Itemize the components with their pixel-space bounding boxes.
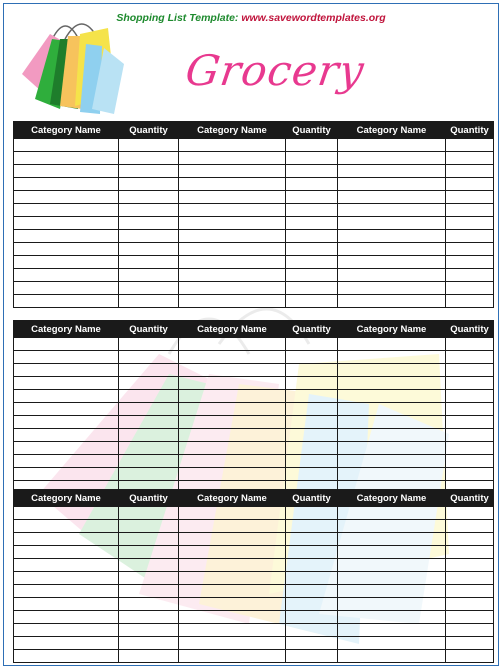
column-header-category-name: Category Name: [14, 490, 119, 507]
category-name-cell[interactable]: [14, 403, 119, 416]
quantity-cell[interactable]: [119, 572, 179, 585]
quantity-cell[interactable]: [446, 650, 494, 663]
quantity-cell[interactable]: [286, 282, 338, 295]
category-name-cell[interactable]: [338, 572, 446, 585]
category-name-cell[interactable]: [179, 507, 286, 520]
category-name-cell[interactable]: [14, 559, 119, 572]
table-row: [14, 282, 494, 295]
quantity-cell[interactable]: [446, 416, 494, 429]
category-name-cell[interactable]: [179, 295, 286, 308]
category-name-cell[interactable]: [179, 533, 286, 546]
quantity-cell[interactable]: [286, 416, 338, 429]
quantity-cell[interactable]: [286, 624, 338, 637]
column-header-quantity: Quantity: [286, 122, 338, 139]
table-row: [14, 338, 494, 351]
category-name-cell[interactable]: [179, 282, 286, 295]
quantity-cell[interactable]: [286, 611, 338, 624]
quantity-cell[interactable]: [119, 256, 179, 269]
quantity-cell[interactable]: [446, 204, 494, 217]
category-name-cell[interactable]: [14, 520, 119, 533]
table-row: [14, 204, 494, 217]
shopping-bags-icon: [20, 14, 130, 119]
quantity-cell[interactable]: [119, 390, 179, 403]
quantity-cell[interactable]: [286, 256, 338, 269]
category-name-cell[interactable]: [14, 507, 119, 520]
quantity-cell[interactable]: [119, 165, 179, 178]
category-name-cell[interactable]: [14, 637, 119, 650]
quantity-cell[interactable]: [446, 282, 494, 295]
category-name-cell[interactable]: [14, 269, 119, 282]
table-row: [14, 585, 494, 598]
quantity-cell[interactable]: [119, 351, 179, 364]
column-header-category-name: Category Name: [179, 122, 286, 139]
category-name-cell[interactable]: [14, 468, 119, 481]
category-name-cell[interactable]: [179, 637, 286, 650]
category-name-cell[interactable]: [338, 429, 446, 442]
quantity-cell[interactable]: [286, 364, 338, 377]
quantity-cell[interactable]: [446, 165, 494, 178]
category-name-cell[interactable]: [179, 243, 286, 256]
quantity-cell[interactable]: [119, 520, 179, 533]
grocery-list-table: [13, 320, 494, 494]
category-name-cell[interactable]: [14, 572, 119, 585]
table-header-row: [14, 122, 494, 139]
quantity-cell[interactable]: [446, 351, 494, 364]
quantity-cell[interactable]: [286, 152, 338, 165]
category-name-cell[interactable]: [14, 546, 119, 559]
quantity-cell[interactable]: [446, 585, 494, 598]
quantity-cell[interactable]: [119, 442, 179, 455]
quantity-cell[interactable]: [119, 338, 179, 351]
table-row: [14, 520, 494, 533]
category-name-cell[interactable]: [14, 611, 119, 624]
category-name-cell[interactable]: [179, 230, 286, 243]
quantity-cell[interactable]: [119, 507, 179, 520]
category-name-cell[interactable]: [14, 598, 119, 611]
category-name-cell[interactable]: [338, 403, 446, 416]
category-name-cell[interactable]: [338, 364, 446, 377]
quantity-cell[interactable]: [286, 559, 338, 572]
table-row: [14, 650, 494, 663]
category-name-cell[interactable]: [338, 650, 446, 663]
quantity-cell[interactable]: [446, 559, 494, 572]
header-url: www.savewordtemplates.org: [241, 12, 386, 24]
column-header-quantity: Quantity: [446, 490, 494, 507]
quantity-cell[interactable]: [286, 637, 338, 650]
category-name-cell[interactable]: [338, 191, 446, 204]
category-name-cell[interactable]: [179, 256, 286, 269]
table-row: [14, 178, 494, 191]
table-row: [14, 139, 494, 152]
quantity-cell[interactable]: [119, 178, 179, 191]
category-name-cell[interactable]: [179, 455, 286, 468]
category-name-cell[interactable]: [179, 139, 286, 152]
category-name-cell[interactable]: [14, 178, 119, 191]
quantity-cell[interactable]: [446, 390, 494, 403]
quantity-cell[interactable]: [446, 191, 494, 204]
category-name-cell[interactable]: [14, 650, 119, 663]
table-row: [14, 256, 494, 269]
category-name-cell[interactable]: [338, 204, 446, 217]
quantity-cell[interactable]: [286, 598, 338, 611]
quantity-cell[interactable]: [446, 178, 494, 191]
category-name-cell[interactable]: [179, 520, 286, 533]
column-header-quantity: Quantity: [286, 321, 338, 338]
quantity-cell[interactable]: [119, 282, 179, 295]
table-row: [14, 403, 494, 416]
table-row: [14, 468, 494, 481]
quantity-cell[interactable]: [446, 139, 494, 152]
column-header-category-name: Category Name: [338, 122, 446, 139]
quantity-cell[interactable]: [446, 624, 494, 637]
quantity-cell[interactable]: [446, 468, 494, 481]
quantity-cell[interactable]: [119, 191, 179, 204]
quantity-cell[interactable]: [446, 338, 494, 351]
category-name-cell[interactable]: [338, 269, 446, 282]
table-row: [14, 546, 494, 559]
quantity-cell[interactable]: [286, 338, 338, 351]
quantity-cell[interactable]: [446, 377, 494, 390]
quantity-cell[interactable]: [119, 217, 179, 230]
grocery-list-table: [13, 489, 494, 663]
quantity-cell[interactable]: [119, 295, 179, 308]
category-name-cell[interactable]: [338, 611, 446, 624]
quantity-cell[interactable]: [119, 139, 179, 152]
category-name-cell[interactable]: [338, 351, 446, 364]
category-name-cell[interactable]: [14, 416, 119, 429]
quantity-cell[interactable]: [286, 217, 338, 230]
category-name-cell[interactable]: [179, 546, 286, 559]
category-name-cell[interactable]: [14, 217, 119, 230]
column-header-quantity: Quantity: [119, 490, 179, 507]
category-name-cell[interactable]: [338, 165, 446, 178]
category-name-cell[interactable]: [14, 585, 119, 598]
quantity-cell[interactable]: [119, 204, 179, 217]
category-name-cell[interactable]: [179, 403, 286, 416]
table-row: [14, 351, 494, 364]
quantity-cell[interactable]: [119, 650, 179, 663]
category-name-cell[interactable]: [338, 282, 446, 295]
category-name-cell[interactable]: [179, 416, 286, 429]
quantity-cell[interactable]: [119, 416, 179, 429]
quantity-cell[interactable]: [446, 455, 494, 468]
category-name-cell[interactable]: [179, 338, 286, 351]
table-row: [14, 191, 494, 204]
quantity-cell[interactable]: [286, 403, 338, 416]
quantity-cell[interactable]: [446, 598, 494, 611]
quantity-cell[interactable]: [286, 442, 338, 455]
quantity-cell[interactable]: [286, 429, 338, 442]
category-name-cell[interactable]: [338, 468, 446, 481]
category-name-cell[interactable]: [179, 598, 286, 611]
quantity-cell[interactable]: [286, 377, 338, 390]
quantity-cell[interactable]: [286, 191, 338, 204]
category-name-cell[interactable]: [14, 377, 119, 390]
quantity-cell[interactable]: [446, 520, 494, 533]
quantity-cell[interactable]: [286, 455, 338, 468]
category-name-cell[interactable]: [338, 338, 446, 351]
table-row: [14, 572, 494, 585]
quantity-cell[interactable]: [286, 351, 338, 364]
quantity-cell[interactable]: [286, 269, 338, 282]
category-name-cell[interactable]: [338, 585, 446, 598]
category-name-cell[interactable]: [179, 390, 286, 403]
quantity-cell[interactable]: [446, 533, 494, 546]
table-row: [14, 165, 494, 178]
category-name-cell[interactable]: [14, 533, 119, 546]
column-header-category-name: Category Name: [179, 490, 286, 507]
quantity-cell[interactable]: [119, 364, 179, 377]
category-name-cell[interactable]: [338, 637, 446, 650]
quantity-cell[interactable]: [446, 611, 494, 624]
quantity-cell[interactable]: [446, 572, 494, 585]
table-row: [14, 416, 494, 429]
category-name-cell[interactable]: [338, 559, 446, 572]
column-header-category-name: Category Name: [14, 321, 119, 338]
table-row: [14, 390, 494, 403]
category-name-cell[interactable]: [338, 520, 446, 533]
column-header-quantity: Quantity: [286, 490, 338, 507]
category-name-cell[interactable]: [14, 455, 119, 468]
quantity-cell[interactable]: [119, 637, 179, 650]
header-label: Shopping List Template:: [116, 12, 239, 24]
category-name-cell[interactable]: [14, 165, 119, 178]
table-row: [14, 598, 494, 611]
column-header-quantity: Quantity: [119, 321, 179, 338]
column-header-category-name: Category Name: [179, 321, 286, 338]
category-name-cell[interactable]: [14, 282, 119, 295]
quantity-cell[interactable]: [286, 165, 338, 178]
category-name-cell[interactable]: [14, 295, 119, 308]
category-name-cell[interactable]: [14, 390, 119, 403]
column-header-category-name: Category Name: [14, 122, 119, 139]
quantity-cell[interactable]: [446, 429, 494, 442]
column-header-quantity: Quantity: [446, 122, 494, 139]
quantity-cell[interactable]: [119, 455, 179, 468]
category-name-cell[interactable]: [338, 598, 446, 611]
document-page: [3, 3, 499, 666]
quantity-cell[interactable]: [119, 429, 179, 442]
table-row: [14, 269, 494, 282]
table-row: [14, 637, 494, 650]
column-header-category-name: Category Name: [338, 321, 446, 338]
category-name-cell[interactable]: [14, 256, 119, 269]
quantity-cell[interactable]: [119, 533, 179, 546]
category-name-cell[interactable]: [179, 559, 286, 572]
quantity-cell[interactable]: [119, 585, 179, 598]
quantity-cell[interactable]: [446, 152, 494, 165]
category-name-cell[interactable]: [338, 152, 446, 165]
quantity-cell[interactable]: [446, 256, 494, 269]
quantity-cell[interactable]: [446, 217, 494, 230]
category-name-cell[interactable]: [14, 442, 119, 455]
quantity-cell[interactable]: [119, 611, 179, 624]
category-name-cell[interactable]: [14, 139, 119, 152]
quantity-cell[interactable]: [446, 507, 494, 520]
category-name-cell[interactable]: [14, 191, 119, 204]
table-row: [14, 364, 494, 377]
category-name-cell[interactable]: [14, 624, 119, 637]
quantity-cell[interactable]: [286, 546, 338, 559]
grocery-list-table: [13, 121, 494, 308]
table-header-row: [14, 321, 494, 338]
quantity-cell[interactable]: [119, 624, 179, 637]
table-row: [14, 377, 494, 390]
quantity-cell[interactable]: [119, 598, 179, 611]
category-name-cell[interactable]: [338, 230, 446, 243]
quantity-cell[interactable]: [286, 204, 338, 217]
quantity-cell[interactable]: [446, 637, 494, 650]
page-title: Grocery: [182, 46, 368, 95]
quantity-cell[interactable]: [286, 230, 338, 243]
quantity-cell[interactable]: [286, 572, 338, 585]
table-row: [14, 295, 494, 308]
category-name-cell[interactable]: [179, 572, 286, 585]
category-name-cell[interactable]: [338, 217, 446, 230]
category-name-cell[interactable]: [14, 204, 119, 217]
category-name-cell[interactable]: [338, 178, 446, 191]
table-row: [14, 455, 494, 468]
table-header-row: [14, 490, 494, 507]
category-name-cell[interactable]: [179, 468, 286, 481]
quantity-cell[interactable]: [119, 243, 179, 256]
column-header-category-name: Category Name: [338, 490, 446, 507]
category-name-cell[interactable]: [338, 139, 446, 152]
table-row: [14, 217, 494, 230]
quantity-cell[interactable]: [119, 230, 179, 243]
category-name-cell[interactable]: [338, 295, 446, 308]
table-row: [14, 533, 494, 546]
table-row: [14, 507, 494, 520]
quantity-cell[interactable]: [119, 468, 179, 481]
category-name-cell[interactable]: [179, 364, 286, 377]
quantity-cell[interactable]: [446, 403, 494, 416]
category-name-cell[interactable]: [14, 243, 119, 256]
quantity-cell[interactable]: [119, 546, 179, 559]
category-name-cell[interactable]: [338, 533, 446, 546]
category-name-cell[interactable]: [179, 442, 286, 455]
category-name-cell[interactable]: [179, 178, 286, 191]
quantity-cell[interactable]: [286, 295, 338, 308]
quantity-cell[interactable]: [286, 507, 338, 520]
quantity-cell[interactable]: [446, 442, 494, 455]
table-row: [14, 429, 494, 442]
category-name-cell[interactable]: [179, 152, 286, 165]
quantity-cell[interactable]: [119, 377, 179, 390]
table-row: [14, 152, 494, 165]
category-name-cell[interactable]: [14, 429, 119, 442]
quantity-cell[interactable]: [286, 243, 338, 256]
category-name-cell[interactable]: [179, 377, 286, 390]
quantity-cell[interactable]: [446, 243, 494, 256]
category-name-cell[interactable]: [338, 546, 446, 559]
quantity-cell[interactable]: [446, 546, 494, 559]
category-name-cell[interactable]: [14, 364, 119, 377]
category-name-cell[interactable]: [179, 204, 286, 217]
category-name-cell[interactable]: [14, 351, 119, 364]
quantity-cell[interactable]: [446, 295, 494, 308]
table-row: [14, 611, 494, 624]
quantity-cell[interactable]: [286, 178, 338, 191]
category-name-cell[interactable]: [179, 351, 286, 364]
quantity-cell[interactable]: [119, 269, 179, 282]
quantity-cell[interactable]: [446, 230, 494, 243]
column-header-quantity: Quantity: [119, 122, 179, 139]
table-row: [14, 442, 494, 455]
category-name-cell[interactable]: [338, 377, 446, 390]
table-row: [14, 243, 494, 256]
category-name-cell[interactable]: [338, 416, 446, 429]
category-name-cell[interactable]: [179, 269, 286, 282]
category-name-cell[interactable]: [338, 256, 446, 269]
category-name-cell[interactable]: [14, 230, 119, 243]
quantity-cell[interactable]: [446, 364, 494, 377]
quantity-cell[interactable]: [286, 468, 338, 481]
column-header-quantity: Quantity: [446, 321, 494, 338]
category-name-cell[interactable]: [179, 650, 286, 663]
category-name-cell[interactable]: [179, 585, 286, 598]
category-name-cell[interactable]: [179, 217, 286, 230]
quantity-cell[interactable]: [286, 533, 338, 546]
quantity-cell[interactable]: [286, 585, 338, 598]
quantity-cell[interactable]: [286, 139, 338, 152]
table-row: [14, 624, 494, 637]
category-name-cell[interactable]: [14, 338, 119, 351]
quantity-cell[interactable]: [286, 390, 338, 403]
table-row: [14, 230, 494, 243]
category-name-cell[interactable]: [338, 390, 446, 403]
category-name-cell[interactable]: [338, 455, 446, 468]
quantity-cell[interactable]: [286, 650, 338, 663]
category-name-cell[interactable]: [179, 611, 286, 624]
quantity-cell[interactable]: [286, 520, 338, 533]
category-name-cell[interactable]: [179, 429, 286, 442]
quantity-cell[interactable]: [446, 269, 494, 282]
table-row: [14, 559, 494, 572]
quantity-cell[interactable]: [119, 559, 179, 572]
category-name-cell[interactable]: [338, 243, 446, 256]
category-name-cell[interactable]: [338, 507, 446, 520]
category-name-cell[interactable]: [179, 165, 286, 178]
category-name-cell[interactable]: [338, 624, 446, 637]
category-name-cell[interactable]: [179, 624, 286, 637]
category-name-cell[interactable]: [14, 152, 119, 165]
quantity-cell[interactable]: [119, 152, 179, 165]
category-name-cell[interactable]: [179, 191, 286, 204]
quantity-cell[interactable]: [119, 403, 179, 416]
category-name-cell[interactable]: [338, 442, 446, 455]
